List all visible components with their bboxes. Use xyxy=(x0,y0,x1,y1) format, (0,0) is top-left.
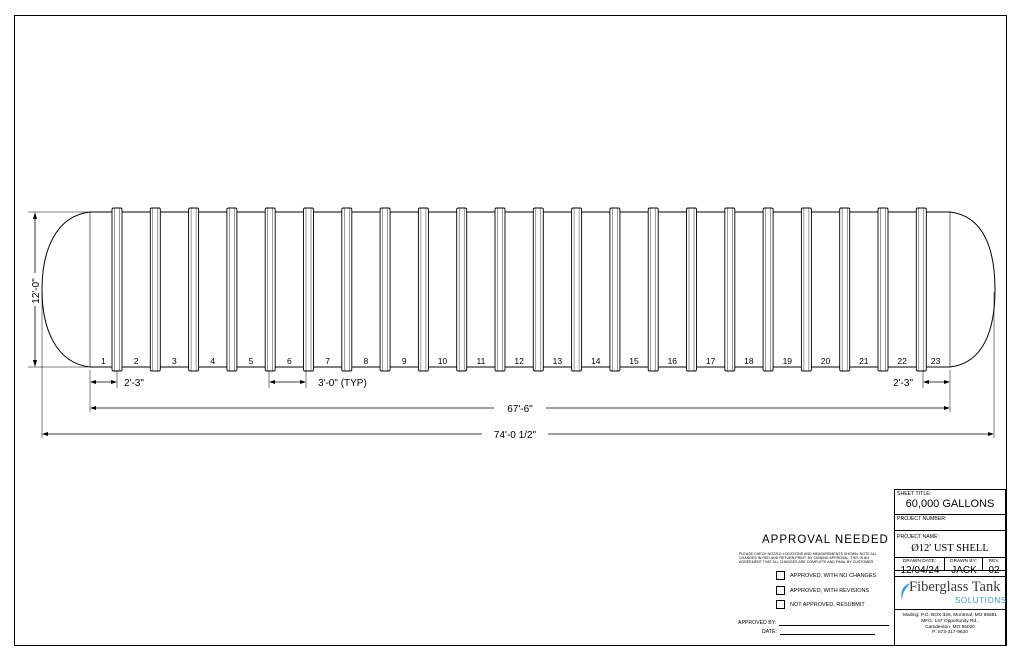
approval-option-no-changes[interactable] xyxy=(776,571,876,580)
band-number: 4 xyxy=(210,356,216,366)
drawn-date: 12/04/24 xyxy=(900,565,940,576)
band-number: 6 xyxy=(287,356,292,366)
sheet-title: 60,000 GALLONS xyxy=(905,498,995,510)
sheet-title-cell xyxy=(895,490,1005,515)
band-number: 7 xyxy=(325,356,330,366)
left-end-dimension-label: 2'-3" xyxy=(124,378,144,389)
project-number-label: PROJECT NUMBER: xyxy=(897,516,947,522)
rib xyxy=(533,208,543,371)
band-number: 5 xyxy=(248,356,254,366)
project-name-cell xyxy=(895,531,1005,558)
drawn-by-label: DRAWN BY: xyxy=(950,559,977,564)
approval-option-label: APPROVED, WITH NO CHANGES xyxy=(790,572,877,579)
sheet-title-label: SHEET TITLE: xyxy=(897,491,932,497)
typical-spacing-dimension xyxy=(269,370,306,388)
project-name-label: PROJECT NAME: xyxy=(897,534,939,540)
address-phone: P: 573-317-9620 xyxy=(932,630,968,636)
approval-option-not-approved[interactable] xyxy=(776,600,865,609)
band-number: 21 xyxy=(859,356,869,366)
band-number: 11 xyxy=(476,356,486,366)
rib xyxy=(418,208,428,371)
band-number: 12 xyxy=(514,356,524,366)
approved-by-row xyxy=(738,619,889,626)
band-number: 14 xyxy=(591,356,601,366)
company-subtitle: SOLUTIONS xyxy=(955,596,1007,605)
rib xyxy=(342,208,352,371)
band-number: 16 xyxy=(667,356,678,366)
approval-option-label: APPROVED, WITH REVISIONS xyxy=(790,587,870,594)
band-number: 2 xyxy=(133,356,139,366)
typical-spacing-dimension-label: 3'-0" (TYP) xyxy=(318,378,367,389)
rib xyxy=(112,208,122,371)
height-dimension-label: 12'-0" xyxy=(31,278,42,304)
rib xyxy=(725,208,735,371)
band-number: 9 xyxy=(401,356,407,366)
rib xyxy=(150,208,160,371)
approval-note: PLEASE CHECK NOZZLE LOCATIONS AND MEASUREMENTS SHOWN. NOTE ALL CHANGES IN RED AND RETURN PRINT. BY SIGNING APPROVAL, THIS IS AN AGREEMENT THAT ALL CHANGES ARE COMPLETE AND FINAL BY CUSTOMER. xyxy=(739,552,877,565)
shell-length-dimension-label: 67'-6" xyxy=(507,404,533,415)
checkbox[interactable] xyxy=(776,571,785,580)
checkbox[interactable] xyxy=(776,586,785,595)
title-block xyxy=(894,489,1006,646)
date-line[interactable] xyxy=(780,628,875,635)
band-number: 3 xyxy=(172,356,177,366)
address-city: Camdenton, MO 65020 xyxy=(925,624,975,630)
date-row xyxy=(762,628,875,635)
band-number: 17 xyxy=(705,356,716,366)
rib xyxy=(878,208,888,371)
band-number: 20 xyxy=(820,356,831,366)
rib xyxy=(610,208,620,371)
date-label: DATE: xyxy=(762,629,777,635)
company-logo xyxy=(895,577,1005,610)
address-mailing: Mailing: P.O. BOX 326, Montreal, MO 65591 xyxy=(902,613,998,618)
band-number: 8 xyxy=(363,356,369,366)
project-name: Ø12' UST SHELL xyxy=(911,543,989,554)
approval-option-revisions[interactable] xyxy=(776,586,869,595)
left-end-dimension xyxy=(90,370,117,388)
rib xyxy=(495,208,505,371)
drawn-date-label: DRAWN DATE: xyxy=(902,559,937,564)
checkbox[interactable] xyxy=(776,600,785,609)
rib xyxy=(840,208,850,371)
rib xyxy=(801,208,811,371)
approved-by-line[interactable] xyxy=(779,619,889,626)
rib xyxy=(265,208,275,371)
rib xyxy=(572,208,582,371)
right-end-dimension-label: 2'-3" xyxy=(893,378,913,389)
band-number: 13 xyxy=(552,356,563,366)
company-address xyxy=(895,613,1005,636)
rev-number: 02 xyxy=(988,565,1000,576)
project-number-cell xyxy=(895,515,1005,531)
rib xyxy=(916,208,926,371)
approval-title: APPROVAL NEEDED xyxy=(762,534,889,546)
rib xyxy=(763,208,773,371)
rib xyxy=(687,208,697,371)
company-name: Fiberglass Tank xyxy=(909,579,1001,595)
overall-length-dimension-label: 74'-0 1/2" xyxy=(493,430,537,441)
tank-shell xyxy=(42,212,995,367)
approved-by-label: APPROVED BY: xyxy=(738,620,777,626)
drawn-by: JACK xyxy=(951,565,977,576)
rib xyxy=(304,208,314,371)
approval-option-label: NOT APPROVED, RESUBMIT xyxy=(790,601,865,608)
band-number: 19 xyxy=(782,356,793,366)
rib xyxy=(648,208,658,371)
rib xyxy=(227,208,237,371)
right-end-dimension xyxy=(923,370,950,388)
band-number: 22 xyxy=(897,356,907,366)
rev-label: REV. xyxy=(988,559,1000,564)
band-number: 18 xyxy=(744,356,754,366)
rib xyxy=(457,208,467,371)
band-number: 23 xyxy=(930,356,941,366)
reinforcement-ribs xyxy=(112,208,926,371)
address-mfg: MFG: 147 Opportunity Rd., xyxy=(921,618,979,624)
band-number: 1 xyxy=(101,356,106,366)
rib xyxy=(189,208,199,371)
band-number: 15 xyxy=(629,356,639,366)
rib xyxy=(380,208,390,371)
band-number: 10 xyxy=(437,356,448,366)
